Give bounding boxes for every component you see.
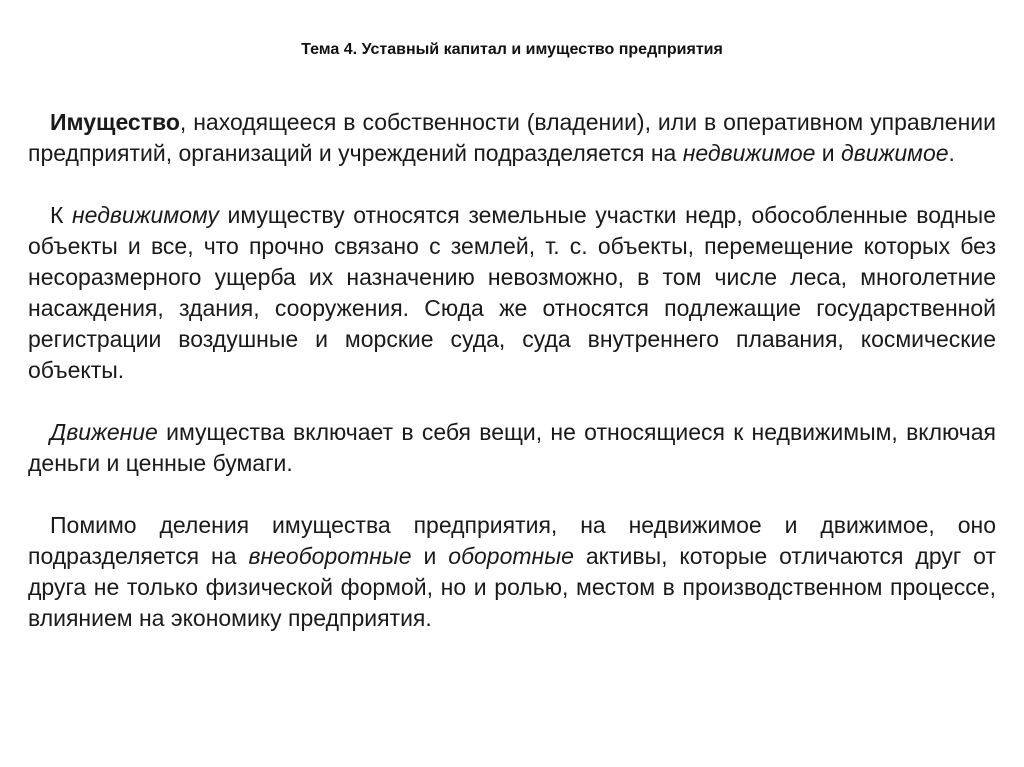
term-property: Имущество xyxy=(50,109,180,135)
text-segment: К xyxy=(50,202,73,228)
slide-title: Тема 4. Уставный капитал и имущество предприятия xyxy=(301,41,723,58)
term-noncurrent: внеоборотные xyxy=(248,543,412,569)
term-current: оборотные xyxy=(448,543,574,569)
term-movable: движимое xyxy=(841,140,949,166)
text-segment: активы, которые отличаются друг от друга не только физической формой, но и ролью, местом в производственном процессе, влиянием на экономику предприятия. xyxy=(28,543,996,631)
slide-body xyxy=(28,107,996,634)
text-segment: . xyxy=(948,140,955,166)
term-immovable-dative: недвижимому xyxy=(72,202,219,228)
paragraph-movable-property xyxy=(28,417,996,479)
text-segment: , находящееся в собственности (владении), или в оперативном управлении предприятий, организаций и учреждений подразделяется на xyxy=(28,109,996,166)
paragraph-assets xyxy=(28,510,996,634)
text-segment: имуществу относятся земельные участки недр, обособленные водные объекты и все, что прочно связано с землей, т. с. объекты, перемещение которых без несоразмерного ущерба их назначению невозможно, в том числе леса, многолетние насаждения, здания, сооружения. Сюда же относятся подлежащие государственной регистрации воздушные и морские суда, суда внутреннего плавания, космические объекты. xyxy=(28,202,996,383)
paragraph-property-definition xyxy=(28,107,996,169)
text-segment: Помимо деления имущества предприятия, на недвижимое и движимое, оно подразделяется на xyxy=(28,512,996,569)
text-segment: и xyxy=(411,543,449,569)
text-segment: имущества включает в себя вещи, не относящиеся к недвижимым, включая деньги и ценные бумаги. xyxy=(28,419,996,476)
term-immovable: недвижимое xyxy=(682,140,816,166)
text-segment: и xyxy=(815,140,842,166)
paragraph-immovable-property xyxy=(28,200,996,386)
term-movement: Движение xyxy=(50,419,158,445)
